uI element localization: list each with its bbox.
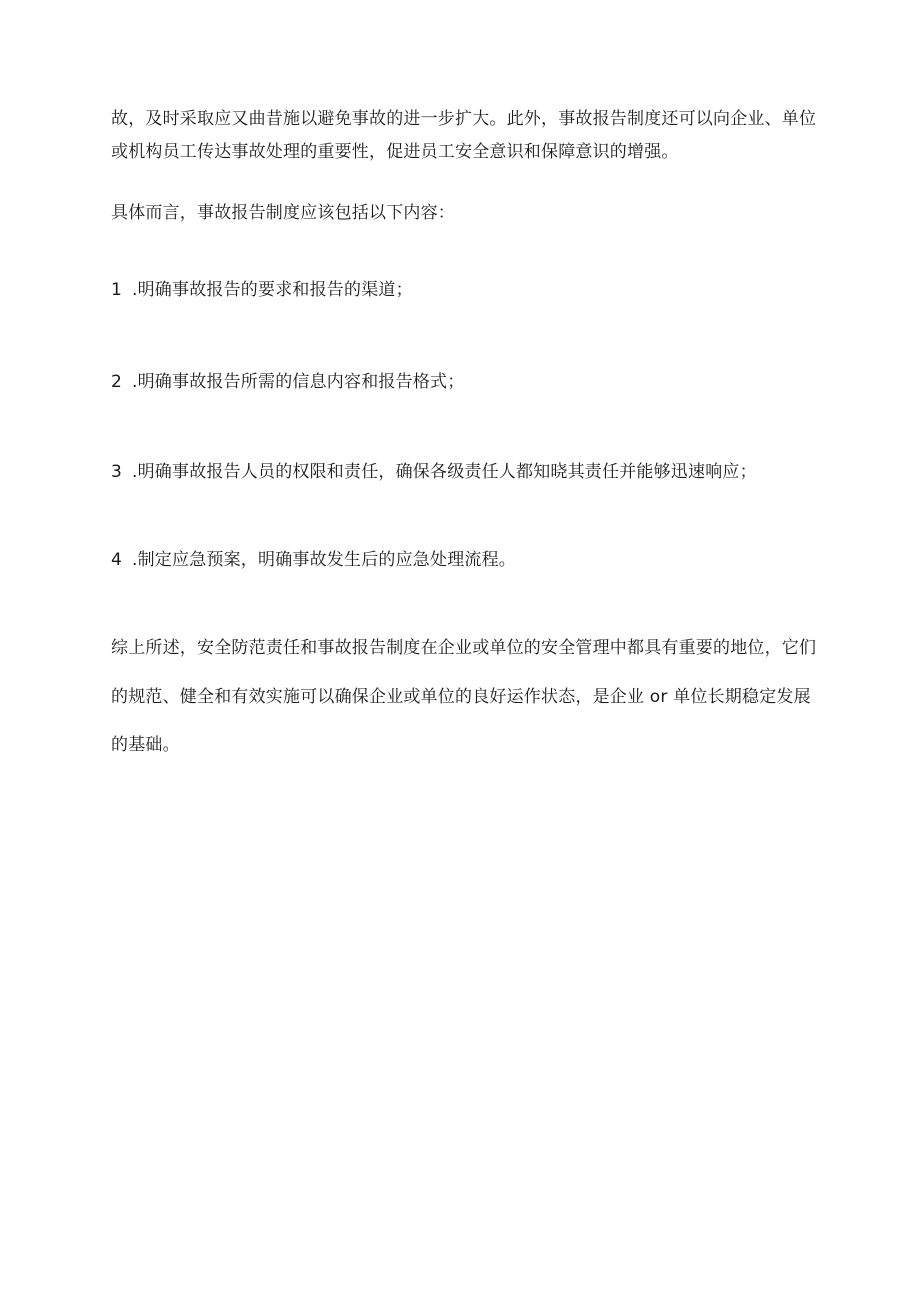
list-number: 4: [111, 550, 123, 570]
list-item: [111, 370, 464, 394]
list-text: .制定应急预案，明确事故发生后的应急处理流程。: [132, 550, 517, 570]
list-text: .明确事故报告人员的权限和责任，确保各级责任人都知晓其责任并能够迅速响应；: [132, 462, 757, 482]
list-item: [111, 278, 413, 302]
list-item: [111, 548, 516, 572]
conclusion-line: 综上所述，安全防范责任和事故报告制度在企业或单位的安全管理中都具有重要的地位，它们: [111, 638, 817, 658]
list-text: .明确事故报告的要求和报告的渠道；: [132, 280, 413, 300]
intro-text: 具体而言，事故报告制度应该包括以下内容：: [111, 203, 455, 223]
paragraph-line: 或机构员工传达事故处理的重要性，促进员工安全意识和保障意识的增强。: [111, 142, 679, 162]
conclusion-line: 的规范、健全和有效实施可以确保企业或单位的良好运作状态，是企业 or 单位长期稳定发展: [111, 687, 811, 707]
list-number: 2: [111, 372, 123, 392]
list-number: 3: [111, 462, 123, 482]
conclusion-line: 的基础。: [111, 735, 180, 755]
list-item: [111, 460, 757, 484]
paragraph-line: 故，及时采取应又曲昔施以避免事故的进一步扩大。此外，事故报告制度还可以向企业、单位: [111, 109, 817, 129]
list-text: .明确事故报告所需的信息内容和报告格式；: [132, 372, 465, 392]
list-number: 1: [111, 280, 123, 300]
